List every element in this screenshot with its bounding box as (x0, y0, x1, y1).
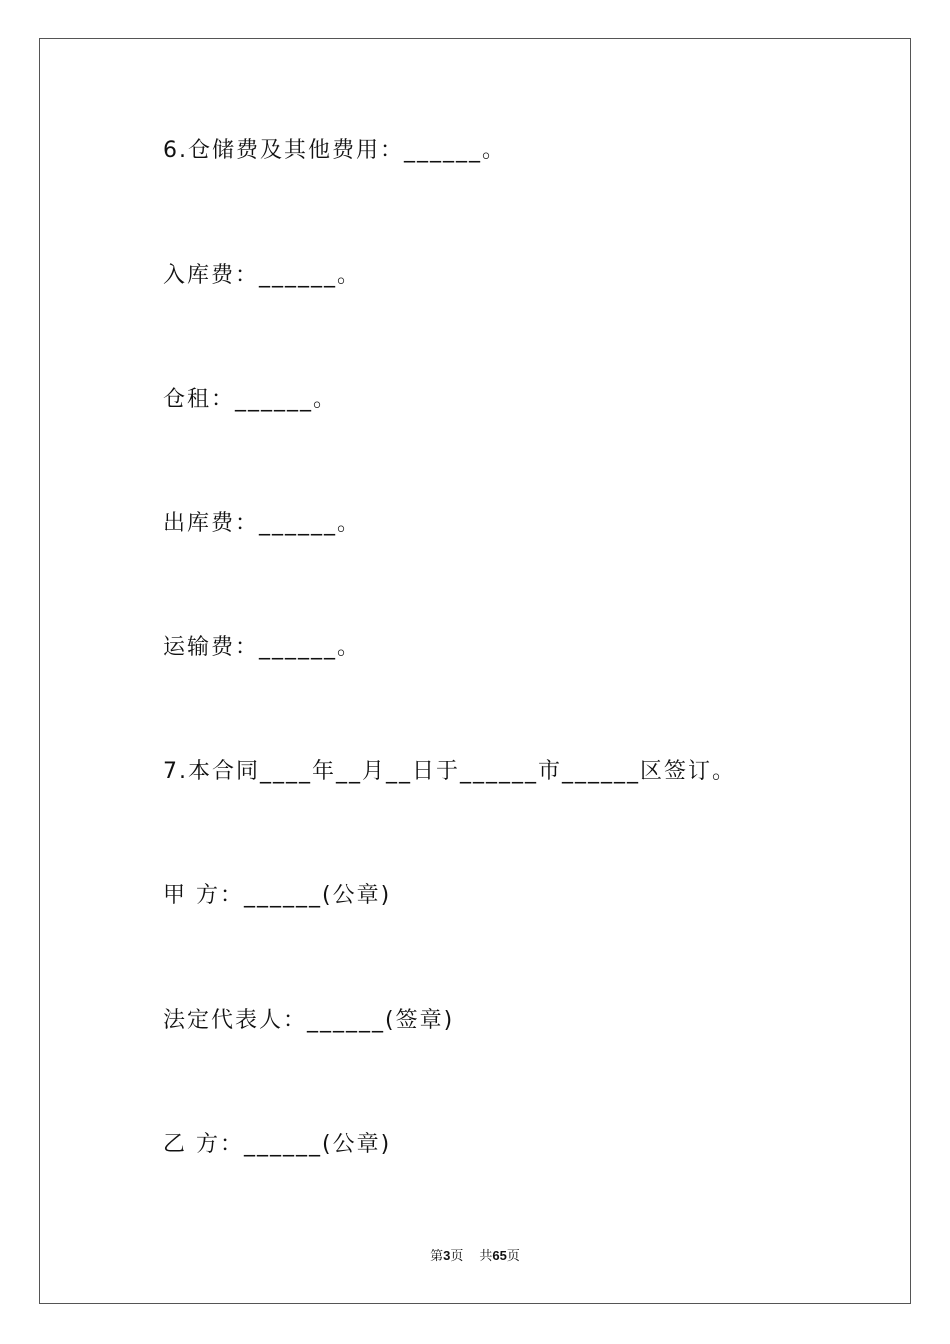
page-total: 65 (492, 1248, 507, 1263)
page-current: 3 (443, 1248, 451, 1263)
page-suffix: 页 (450, 1249, 464, 1264)
clause-signing-place: 7.本合同____年__月__日于______市______区签订。 (163, 759, 736, 784)
party-a-line: 甲 方：______(公章) (163, 883, 392, 908)
page-prefix: 第 (430, 1249, 444, 1264)
party-b-line: 乙 方：______(公章) (163, 1132, 392, 1157)
inbound-fee-line: 入库费：______。 (163, 263, 362, 288)
transport-fee-line: 运输费：______。 (163, 635, 362, 660)
warehouse-rent-line: 仓租：______。 (163, 387, 338, 412)
page-frame (39, 38, 911, 1304)
total-prefix: 共 (479, 1249, 493, 1264)
legal-representative-line: 法定代表人：______(签章) (163, 1008, 455, 1033)
outbound-fee-line: 出库费：______。 (163, 511, 362, 536)
page-footer (0, 1246, 950, 1267)
total-suffix: 页 (506, 1249, 520, 1264)
clause-storage-fees: 6.仓储费及其他费用：______。 (163, 138, 506, 163)
